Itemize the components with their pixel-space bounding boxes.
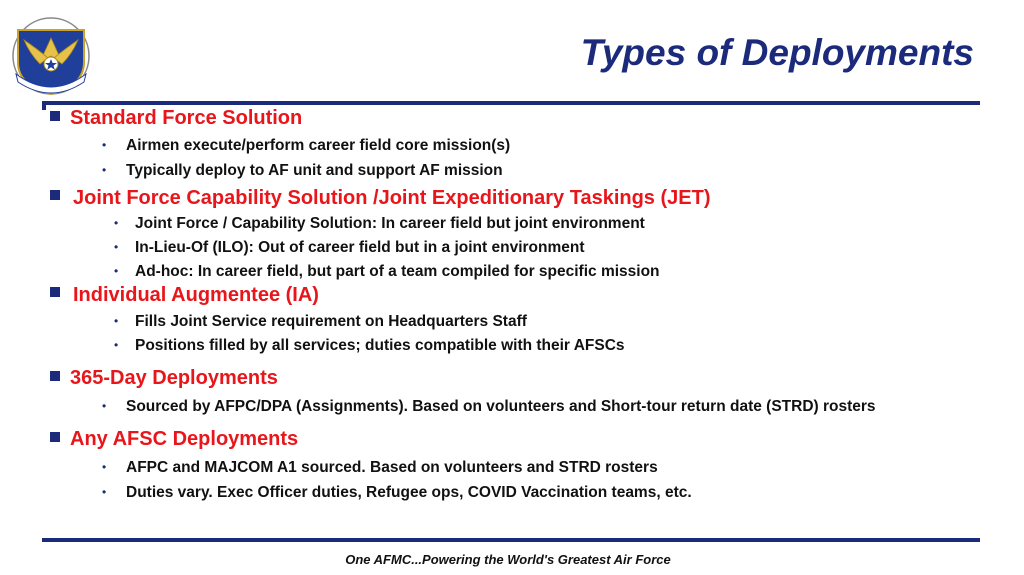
- section-heading: Joint Force Capability Solution /Joint Expeditionary Taskings (JET): [73, 187, 711, 209]
- header-divider: [42, 101, 980, 105]
- bullet-dot-icon: •: [114, 338, 119, 352]
- section-heading: 365-Day Deployments: [70, 367, 278, 389]
- header-divider-tick: [42, 101, 46, 110]
- bullet-dot-icon: •: [114, 240, 119, 254]
- footer-divider: [42, 538, 980, 542]
- bullet-dot-icon: •: [102, 163, 107, 177]
- list-item: In-Lieu-Of (ILO): Out of career field but in a joint environment: [135, 239, 585, 256]
- afmc-logo-icon: [10, 14, 92, 96]
- list-item: Fills Joint Service requirement on Headquarters Staff: [135, 313, 527, 330]
- bullet-dot-icon: •: [114, 216, 119, 230]
- list-item: Sourced by AFPC/DPA (Assignments). Based on volunteers and Short-tour return date (STRD) rosters: [126, 398, 876, 415]
- page-title: Types of Deployments: [580, 32, 974, 73]
- bullet-dot-icon: •: [102, 485, 107, 499]
- section-heading: Any AFSC Deployments: [70, 428, 299, 450]
- bullet-dot-icon: •: [102, 138, 107, 152]
- section-bullet-icon: [50, 287, 60, 297]
- section-bullet-icon: [50, 190, 60, 200]
- list-item: Ad-hoc: In career field, but part of a team compiled for specific mission: [135, 263, 660, 280]
- bullet-dot-icon: •: [114, 314, 119, 328]
- section-bullet-icon: [50, 432, 60, 442]
- section-heading: Individual Augmentee (IA): [73, 284, 319, 306]
- section-bullet-icon: [50, 371, 60, 381]
- bullet-dot-icon: •: [102, 460, 107, 474]
- footer-tagline: One AFMC...Powering the World's Greatest Air Force: [345, 552, 671, 567]
- list-item: Typically deploy to AF unit and support AF mission: [126, 162, 503, 179]
- list-item: Joint Force / Capability Solution: In career field but joint environment: [135, 215, 645, 232]
- section-bullet-icon: [50, 111, 60, 121]
- bullet-dot-icon: •: [114, 264, 119, 278]
- list-item: Positions filled by all services; duties compatible with their AFSCs: [135, 337, 625, 354]
- list-item: AFPC and MAJCOM A1 sourced. Based on volunteers and STRD rosters: [126, 459, 658, 476]
- list-item: Duties vary. Exec Officer duties, Refugee ops, COVID Vaccination teams, etc.: [126, 484, 692, 501]
- bullet-dot-icon: •: [102, 399, 107, 413]
- section-heading: Standard Force Solution: [70, 107, 303, 129]
- list-item: Airmen execute/perform career field core mission(s): [126, 137, 511, 154]
